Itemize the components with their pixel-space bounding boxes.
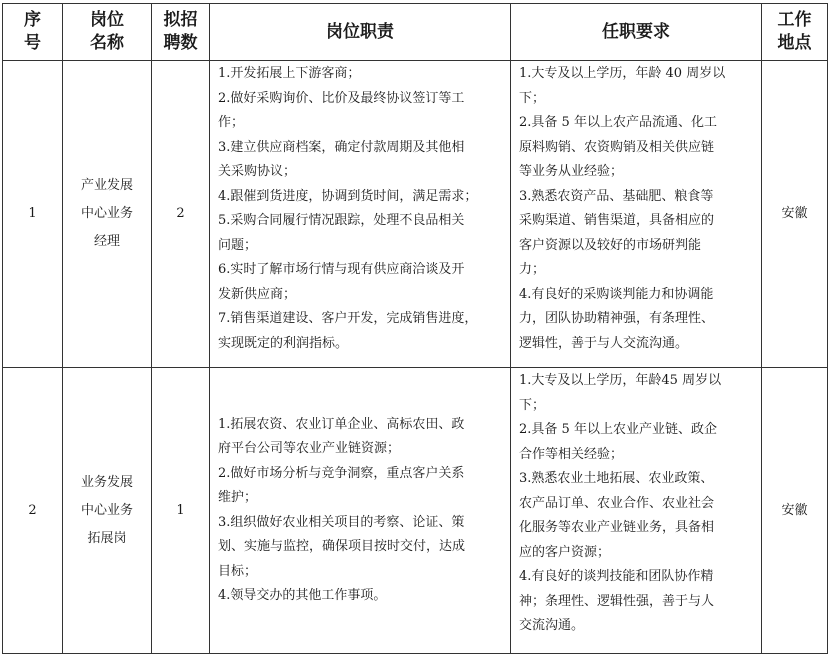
location-cell: 安徽 [762,61,828,368]
header-requirements: 任职要求 [511,4,762,61]
header-duties: 岗位职责 [210,4,511,61]
post-name-cell: 业务发展 中心业务 拓展岗 [63,368,152,654]
duties-cell: 1.拓展农资、农业订单企业、高标农田、政 府平台公司等农业产业链资源； 2.做好市场分析与竞争洞察，重点客户关系 维护； 3.组织做好农业相关项目的考察、论证、策 划、实施与监控，确保项目按时交付，达成 目标； 4.领导交办的其他工作事项。 [210,368,511,654]
post-name-cell: 产业发展 中心业务 经理 [63,61,152,368]
header-seq: 序 号 [3,4,63,61]
header-count: 拟招 聘数 [152,4,210,61]
header-location: 工作 地点 [762,4,828,61]
requirements-cell: 1.大专及以上学历，年龄45 周岁以 下； 2.具备 5 年以上农业产业链、政企 合作等相关经验； 3.熟悉农业土地拓展、农业政策、 农产品订单、农业合作、农业社会 化服务等农业产业链业务，具备相 应的客户资源； 4.有良好的谈判技能和团队协作精 神；条理性、逻辑性强，善于与人 交流沟通。 [511,368,762,654]
count-cell: 2 [152,61,210,368]
seq-cell: 2 [3,368,63,654]
requirements-cell: 1.大专及以上学历，年龄 40 周岁以 下； 2.具备 5 年以上农产品流通、化工 原料购销、农资购销及相关供应链 等业务从业经验； 3.熟悉农资产品、基础肥、粮食等 采购渠道、销售渠道，具备相应的 客户资源以及较好的市场研判能 力； 4.有良好的采购谈判能力和协调能 力，团队协助精神强，有条理性、 逻辑性，善于与人交流沟通。 [511,61,762,368]
table-row [3,61,828,368]
seq-cell: 1 [3,61,63,368]
recruitment-table [2,3,828,654]
table-row [3,368,828,654]
location-cell: 安徽 [762,368,828,654]
count-cell: 1 [152,368,210,654]
duties-cell: 1.开发拓展上下游客商； 2.做好采购询价、比价及最终协议签订等工 作； 3.建立供应商档案，确定付款周期及其他相 关采购协议； 4.跟催到货进度，协调到货时间，满足需求； 5.采购合同履行情况跟踪，处理不良品相关 问题； 6.实时了解市场行情与现有供应商洽谈及开 发新供应商； 7.销售渠道建设、客户开发，完成销售进度， 实现既定的利润指标。 [210,61,511,368]
header-post-name: 岗位 名称 [63,4,152,61]
header-row [3,4,828,61]
